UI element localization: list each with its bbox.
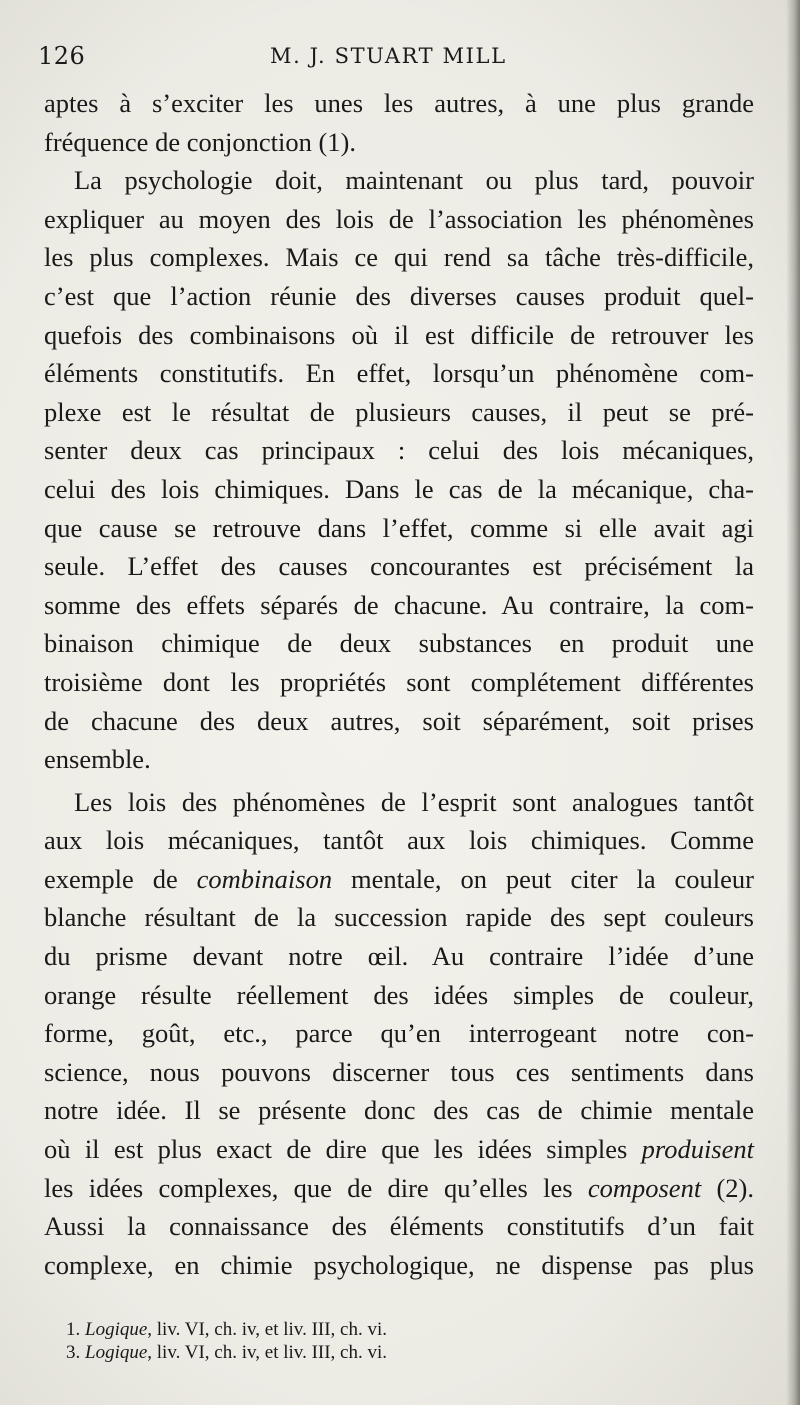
text-line: senter deux cas principaux : celui des lois mécaniques, bbox=[44, 435, 754, 466]
footnote-text: , liv. VI, ch. iv, et liv. III, ch. vi. bbox=[147, 1342, 388, 1363]
footnote-text: , liv. VI, ch. iv, et liv. III, ch. vi. bbox=[147, 1319, 388, 1340]
body-text bbox=[44, 84, 754, 1284]
text-line: que cause se retrouve dans l’effet, comme si elle avait agi bbox=[44, 512, 754, 543]
footnote-reference: Logique bbox=[85, 1342, 148, 1363]
text-line: les plus complexes. Mais ce qui rend sa tâche très-difficile, bbox=[44, 242, 754, 273]
italic-term-produisent: produisent bbox=[641, 1134, 754, 1165]
text-fragment: mentale, on peut citer la couleur bbox=[332, 863, 754, 894]
page-number: 126 bbox=[38, 42, 86, 70]
text-line: science, nous pouvons discerner tous ces sentiments dans bbox=[44, 1056, 754, 1087]
text-line: fréquence de conjonction (1). bbox=[44, 126, 356, 157]
text-fragment: les idées complexes, que de dire qu’elles les bbox=[44, 1172, 588, 1203]
footnote-marker: 3. bbox=[66, 1342, 81, 1363]
italic-term-composent: composent bbox=[587, 1172, 702, 1203]
text-line: éléments constitutifs. En effet, lorsqu’un phénomène com- bbox=[44, 358, 754, 389]
footnote-1 bbox=[66, 1318, 666, 1341]
page-header bbox=[38, 40, 758, 76]
text-line: expliquer au moyen des lois de l’association les phénomènes bbox=[44, 203, 754, 234]
page-edge-shadow bbox=[786, 0, 800, 1405]
italic-term-combinaison: combinaison bbox=[196, 863, 333, 894]
text-line: Aussi la connaissance des éléments constitutifs d’un fait bbox=[44, 1211, 754, 1242]
text-line: quefois des combinaisons où il est difficile de retrouver les bbox=[44, 319, 754, 350]
footnote-2 bbox=[66, 1341, 666, 1364]
text-line: somme des effets séparés de chacune. Au contraire, la com- bbox=[44, 589, 754, 620]
text-fragment: où il est plus exact de dire que les idées simples bbox=[44, 1134, 642, 1165]
text-line bbox=[44, 1130, 754, 1169]
text-line: celui des lois chimiques. Dans le cas de la mécanique, cha- bbox=[44, 473, 754, 504]
text-line: aux lois mécaniques, tantôt aux lois chimiques. Comme bbox=[44, 825, 754, 856]
text-fragment: (2). bbox=[701, 1172, 754, 1203]
text-line bbox=[44, 860, 754, 899]
text-line: blanche résultant de la succession rapide des sept couleurs bbox=[44, 902, 754, 933]
paragraph-start-line: La psychologie doit, maintenant ou plus tard, pouvoir bbox=[74, 165, 754, 196]
text-line: orange résulte réellement des idées simples de couleur, bbox=[44, 979, 754, 1010]
text-line: binaison chimique de deux substances en produit une bbox=[44, 628, 754, 659]
text-line: aptes à s’exciter les unes les autres, à une plus grande bbox=[44, 88, 754, 118]
text-line: c’est que l’action réunie des diverses causes produit quel- bbox=[44, 280, 754, 311]
text-fragment: exemple de bbox=[44, 863, 197, 894]
text-line: forme, goût, etc., parce qu’en interrogeant notre con- bbox=[44, 1018, 754, 1049]
paragraph-start-line: Les lois des phénomènes de l’esprit sont analogues tantôt bbox=[74, 786, 754, 817]
text-line: ensemble. bbox=[44, 744, 151, 775]
text-line bbox=[44, 1169, 754, 1208]
footnote-marker: 1. bbox=[66, 1319, 81, 1340]
text-line: complexe, en chimie psychologique, ne dispense pas plus bbox=[44, 1249, 754, 1280]
text-line: de chacune des deux autres, soit séparément, soit prises bbox=[44, 705, 754, 736]
text-line: notre idée. Il se présente donc des cas de chimie mentale bbox=[44, 1095, 754, 1126]
text-line: troisième dont les propriétés sont complétement différentes bbox=[44, 666, 754, 697]
text-line: du prisme devant notre œil. Au contraire l’idée d’une bbox=[44, 941, 754, 972]
running-head: M. J. STUART MILL bbox=[270, 44, 507, 68]
text-line: seule. L’effet des causes concourantes est précisément la bbox=[44, 551, 754, 582]
text-line: plexe est le résultat de plusieurs causes, il peut se pré- bbox=[44, 396, 754, 427]
footnotes bbox=[66, 1318, 666, 1364]
footnote-reference: Logique bbox=[85, 1319, 148, 1340]
